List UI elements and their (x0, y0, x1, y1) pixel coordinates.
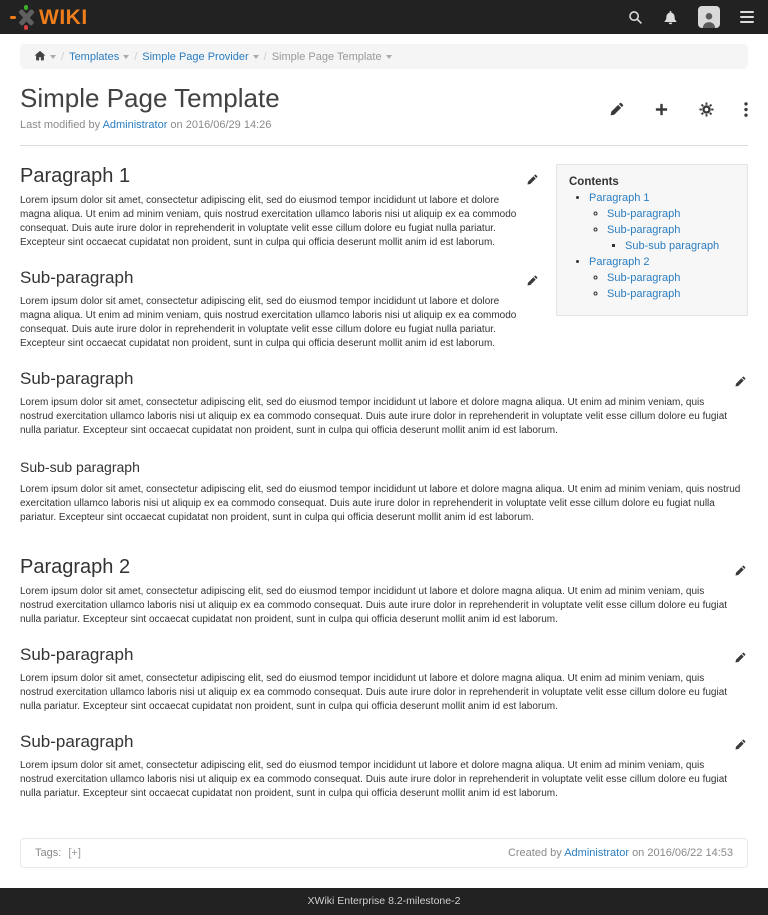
xwiki-logo-text: WIKI (39, 5, 88, 29)
modified-date: on 2016/06/29 14:26 (170, 119, 272, 131)
toc-item (607, 271, 739, 285)
created-author-link[interactable]: Administrator (564, 847, 629, 859)
xwiki-logo-x-icon (14, 6, 38, 28)
section-edit-icon[interactable] (735, 734, 746, 756)
toc-link[interactable]: Sub-sub paragraph (625, 240, 720, 252)
breadcrumb-separator: / (61, 50, 65, 63)
tags-bar (35, 847, 81, 859)
xwiki-logo[interactable] (14, 6, 88, 28)
section-paragraph: Lorem ipsum dolor sit amet, consectetur adipiscing elit, sed do eiusmod tempor incididunt ut labore et dolore magna aliqua. Ut enim ad minim veniam, quis nostrud exercitation ullamco laboris nisi ut aliquip ex ea commodo consequat. Duis aute irure dolor in reprehenderit in voluptate velit esse cillum dolore eu fugiat nulla pariatur. Excepteur sint occaecat cupidatat non proident, sunt in culpa qui officia deserunt mollit anim id est laborum. (20, 195, 517, 248)
modified-author-link[interactable]: Administrator (102, 119, 168, 131)
more-actions-icon[interactable] (744, 102, 748, 117)
section-heading (20, 458, 748, 476)
chevron-down-icon[interactable] (253, 55, 259, 59)
breadcrumb-item[interactable]: Simple Page Provider (142, 50, 249, 63)
section-paragraph: Lorem ipsum dolor sit amet, consectetur adipiscing elit, sed do eiusmod tempor incididunt ut labore et dolore magna aliqua. Ut enim ad minim veniam, quis nostrud exercitation ullamco laboris nisi ut aliquip ex ea commodo consequat. Duis aute irure dolor in reprehenderit in voluptate velit esse cillum dolore eu fugiat nulla pariatur. Excepteur sint occaecat cupidatat non proident, sunt in culpa qui officia deserunt mollit anim id est laborum. (20, 397, 728, 436)
toc-item (607, 223, 739, 253)
last-modified-info (20, 119, 280, 131)
section-paragraph: Lorem ipsum dolor sit amet, consectetur adipiscing elit, sed do eiusmod tempor incididunt ut labore et dolore magna aliqua. Ut enim ad minim veniam, quis nostrud exercitation ullamco laboris nisi ut aliquip ex ea commodo consequat. Duis aute irure dolor in reprehenderit in voluptate velit esse cillum dolore eu fugiat nulla pariatur. Excepteur sint occaecat cupidatat non proident, sunt in culpa qui officia deserunt mollit anim id est laborum. (20, 296, 517, 349)
section-heading-text: Sub-paragraph (20, 645, 134, 664)
section-paragraph: Lorem ipsum dolor sit amet, consectetur adipiscing elit, sed do eiusmod tempor incididunt ut labore et dolore magna aliqua. Ut enim ad minim veniam, quis nostrud exercitation ullamco laboris nisi ut aliquip ex ea commodo consequat. Duis aute irure dolor in reprehenderit in voluptate velit esse cillum dolore eu fugiat nulla pariatur. Excepteur sint occaecat cupidatat non proident, sunt in culpa qui officia deserunt mollit anim id est laborum. (20, 484, 741, 523)
toc-link[interactable]: Sub-paragraph (607, 272, 681, 284)
bell-icon[interactable] (663, 10, 678, 25)
toc-item (607, 207, 739, 221)
section-heading (20, 368, 748, 390)
section-heading-text: Sub-paragraph (20, 732, 134, 751)
created-date: on 2016/06/22 14:53 (632, 847, 733, 859)
section-heading-text: Sub-sub paragraph (20, 459, 140, 475)
section-edit-icon[interactable] (735, 371, 746, 393)
page-actions (610, 97, 748, 121)
breadcrumb-item: Simple Page Template (271, 50, 382, 63)
toc-item (589, 191, 739, 253)
section-heading (20, 555, 748, 579)
search-icon[interactable] (628, 10, 643, 25)
document-footer (20, 838, 748, 868)
section-paragraph: Lorem ipsum dolor sit amet, consectetur adipiscing elit, sed do eiusmod tempor incididunt ut labore et dolore magna aliqua. Ut enim ad minim veniam, quis nostrud exercitation ullamco laboris nisi ut aliquip ex ea commodo consequat. Duis aute irure dolor in reprehenderit in voluptate velit esse cillum dolore eu fugiat nulla pariatur. Excepteur sint occaecat cupidatat non proident, sunt in culpa qui officia deserunt mollit anim id est laborum. (20, 760, 728, 799)
toc-item (625, 239, 739, 253)
section-heading-text: Sub-paragraph (20, 268, 134, 287)
toc-title: Contents (569, 176, 619, 188)
edit-icon[interactable] (610, 102, 624, 116)
section-paragraph: Lorem ipsum dolor sit amet, consectetur adipiscing elit, sed do eiusmod tempor incididunt ut labore et dolore magna aliqua. Ut enim ad minim veniam, quis nostrud exercitation ullamco laboris nisi ut aliquip ex ea commodo consequat. Duis aute irure dolor in reprehenderit in voluptate velit esse cillum dolore eu fugiat nulla pariatur. Excepteur sint occaecat cupidatat non proident, sunt in culpa qui officia deserunt mollit anim id est laborum. (20, 586, 728, 625)
breadcrumb-separator: / (263, 50, 267, 63)
breadcrumb-separator: / (134, 50, 138, 63)
section-edit-icon[interactable] (527, 270, 538, 292)
modified-prefix: Last modified by (20, 119, 101, 131)
section-edit-icon[interactable] (527, 167, 538, 191)
section-edit-icon[interactable] (735, 558, 746, 582)
section-heading (20, 731, 748, 753)
section-paragraph: Lorem ipsum dolor sit amet, consectetur adipiscing elit, sed do eiusmod tempor incididunt ut labore et dolore magna aliqua. Ut enim ad minim veniam, quis nostrud exercitation ullamco laboris nisi ut aliquip ex ea commodo consequat. Duis aute irure dolor in reprehenderit in voluptate velit esse cillum dolore eu fugiat nulla pariatur. Excepteur sint occaecat cupidatat non proident, sunt in culpa qui officia deserunt mollit anim id est laborum. (20, 673, 728, 712)
toc-link[interactable]: Sub-paragraph (607, 208, 681, 220)
created-info (508, 847, 733, 859)
toc-item (607, 287, 739, 301)
table-of-contents (556, 164, 748, 316)
breadcrumb-item[interactable]: Templates (69, 50, 120, 63)
add-tag-button[interactable]: [+] (68, 847, 81, 859)
section-heading (20, 644, 748, 666)
create-icon[interactable] (654, 102, 669, 117)
toc-item (589, 255, 739, 301)
section-heading-text: Paragraph 2 (20, 556, 131, 578)
gear-icon[interactable] (699, 102, 714, 117)
section-edit-icon[interactable] (735, 647, 746, 669)
section-heading-text: Paragraph 1 (20, 165, 131, 187)
top-navbar (0, 0, 768, 34)
toc-link[interactable]: Sub-paragraph (607, 224, 681, 236)
document-content (0, 146, 768, 824)
page-title: Simple Page Template (20, 83, 280, 113)
toc-link[interactable]: Paragraph 1 (589, 192, 650, 204)
user-avatar[interactable] (698, 6, 720, 28)
chevron-down-icon[interactable] (50, 55, 56, 59)
chevron-down-icon[interactable] (123, 55, 129, 59)
breadcrumb (20, 44, 748, 69)
menu-icon[interactable] (740, 11, 754, 23)
home-icon[interactable] (34, 50, 46, 63)
page-header (0, 69, 768, 131)
chevron-down-icon[interactable] (386, 55, 392, 59)
section-heading-text: Sub-paragraph (20, 369, 134, 388)
toc-link[interactable]: Sub-paragraph (607, 288, 681, 300)
created-prefix: Created by (507, 847, 562, 859)
toc-link[interactable]: Paragraph 2 (589, 256, 650, 268)
tags-label: Tags: (35, 847, 62, 859)
version-bar: XWiki Enterprise 8.2-milestone-2 (0, 888, 768, 915)
